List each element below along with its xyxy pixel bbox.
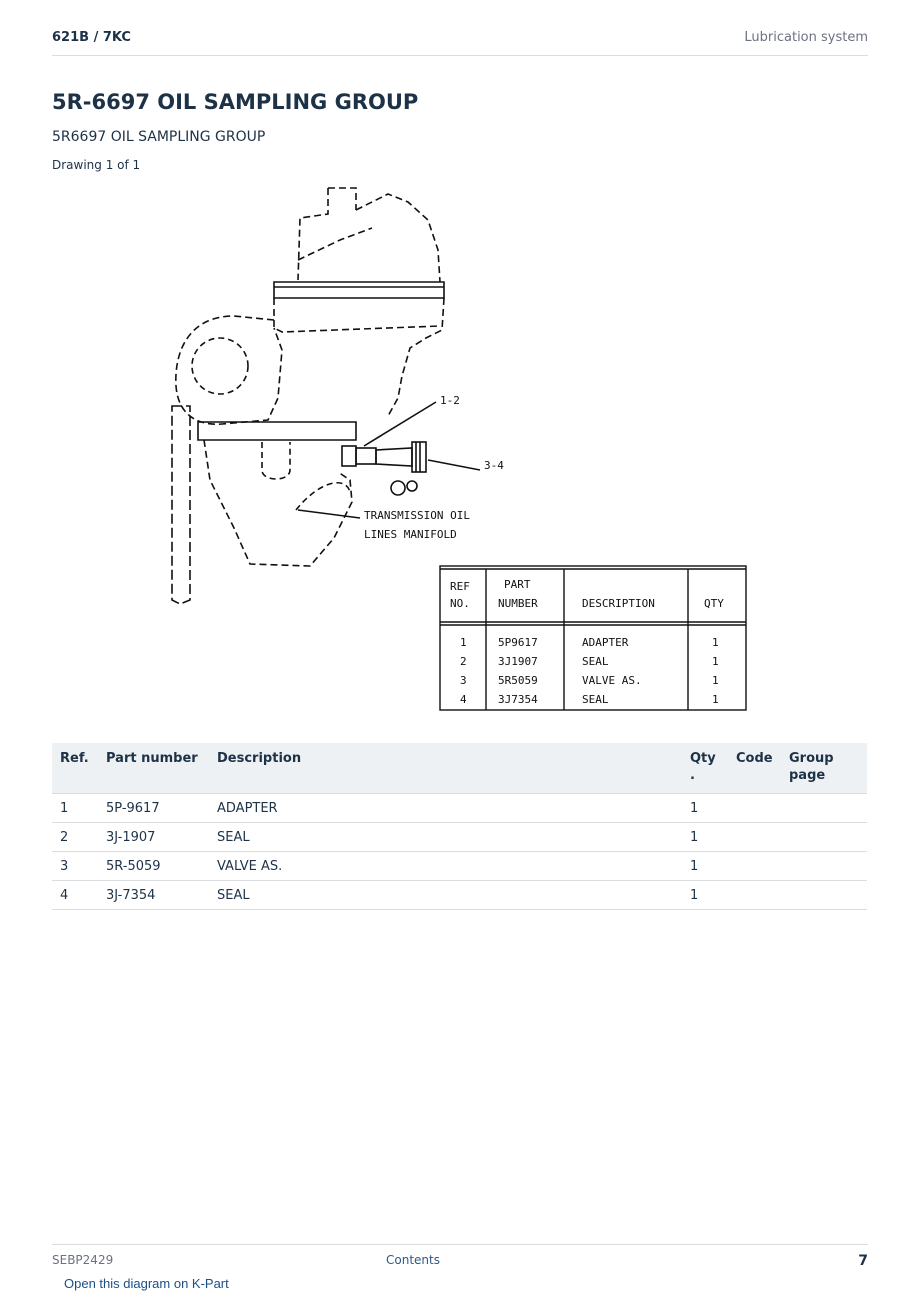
col-group-label: Group xyxy=(789,751,834,766)
row-ref: 4 xyxy=(52,881,98,910)
legend-head-part-2: NUMBER xyxy=(498,597,538,610)
legend-head-desc: DESCRIPTION xyxy=(582,597,655,610)
page-footer xyxy=(52,1244,868,1275)
row-part-number: 5R-5059 xyxy=(98,852,209,881)
col-group-page xyxy=(781,743,867,794)
seal-cap xyxy=(412,442,426,472)
legend-row4-part: 3J7354 xyxy=(498,693,538,706)
legend-row4-desc: SEAL xyxy=(582,693,609,706)
row-description: SEAL xyxy=(209,823,682,852)
row-ref: 2 xyxy=(52,823,98,852)
legend-row2-ref: 2 xyxy=(460,655,467,668)
page-header xyxy=(52,28,868,56)
legend-row4-qty: 1 xyxy=(712,693,719,706)
legend-row1-part: 5P9617 xyxy=(498,636,538,649)
row-qty: 1 xyxy=(682,881,728,910)
caption-line-2: LINES MANIFOLD xyxy=(364,528,457,541)
upper-housing-outline xyxy=(298,188,440,282)
legend-row1-ref: 1 xyxy=(460,636,467,649)
legend-row2-desc: SEAL xyxy=(582,655,609,668)
parts-drawing[interactable] xyxy=(150,180,770,720)
leader-1-2 xyxy=(364,402,436,446)
row-ref: 1 xyxy=(52,794,98,823)
legend-row2-qty: 1 xyxy=(712,655,719,668)
col-qty xyxy=(682,743,728,794)
manifold-core xyxy=(262,442,290,479)
row-part-number: 5P-9617 xyxy=(98,794,209,823)
page-number: 7 xyxy=(858,1253,868,1269)
model-label: 621B / 7KC xyxy=(52,30,131,45)
drawing-count: Drawing 1 of 1 xyxy=(52,158,141,172)
table-row xyxy=(52,794,867,823)
page-subtitle: 5R6697 OIL SAMPLING GROUP xyxy=(52,129,266,145)
col-page-label: page xyxy=(789,768,826,783)
legend-row1-desc: ADAPTER xyxy=(582,636,629,649)
document-id: SEBP2429 xyxy=(52,1253,114,1267)
row-group-page xyxy=(781,794,867,823)
frame-member xyxy=(172,406,190,604)
main-body-outline xyxy=(274,298,444,416)
table-row xyxy=(52,823,867,852)
adapter-fitting xyxy=(342,446,356,466)
contents-link[interactable]: Contents xyxy=(386,1253,440,1267)
legend-row2-part: 3J1907 xyxy=(498,655,538,668)
legend-head-ref-1: REF xyxy=(450,580,470,593)
row-description: ADAPTER xyxy=(209,794,682,823)
manifold-lobe xyxy=(296,483,350,510)
row-group-page xyxy=(781,852,867,881)
page-title: 5R-6697 OIL SAMPLING GROUP xyxy=(52,90,419,114)
table-row xyxy=(52,881,867,910)
row-code xyxy=(728,794,781,823)
legend-row4-ref: 4 xyxy=(460,693,467,706)
row-group-page xyxy=(781,823,867,852)
row-description: VALVE AS. xyxy=(209,852,682,881)
legend-head-part-1: PART xyxy=(504,578,531,591)
legend-row3-desc: VALVE AS. xyxy=(582,674,642,687)
callout-1-2: 1-2 xyxy=(440,394,460,407)
row-qty: 1 xyxy=(682,794,728,823)
row-code xyxy=(728,823,781,852)
manifold-body xyxy=(204,440,352,566)
parts-table-header xyxy=(52,743,867,794)
legend-row3-part: 5R5059 xyxy=(498,674,538,687)
row-part-number: 3J-1907 xyxy=(98,823,209,852)
valve-stem xyxy=(376,448,412,466)
system-label: Lubrication system xyxy=(744,30,868,45)
row-part-number: 3J-7354 xyxy=(98,881,209,910)
col-qty-dot: . xyxy=(690,768,695,783)
callout-3-4: 3-4 xyxy=(484,459,504,472)
row-group-page xyxy=(781,881,867,910)
leader-3-4 xyxy=(428,460,480,470)
kpart-link[interactable]: Open this diagram on K-Part xyxy=(64,1276,229,1291)
legend-row1-qty: 1 xyxy=(712,636,719,649)
row-description: SEAL xyxy=(209,881,682,910)
upper-housing-inner xyxy=(298,228,372,260)
caption-line-1: TRANSMISSION OIL xyxy=(364,509,470,522)
col-description: Description xyxy=(209,743,682,794)
legend-row3-ref: 3 xyxy=(460,674,467,687)
valve-ball xyxy=(391,481,405,495)
left-boss xyxy=(192,338,248,394)
row-ref: 3 xyxy=(52,852,98,881)
legend-head-qty: QTY xyxy=(704,597,724,610)
leader-manifold xyxy=(298,510,360,518)
row-qty: 1 xyxy=(682,823,728,852)
legend-row3-qty: 1 xyxy=(712,674,719,687)
row-qty: 1 xyxy=(682,852,728,881)
legend-head-ref-2: NO. xyxy=(450,597,470,610)
row-code xyxy=(728,881,781,910)
drawing-svg xyxy=(150,180,770,720)
col-qty-label: Qty xyxy=(690,751,716,766)
col-part-number: Part number xyxy=(98,743,209,794)
row-code xyxy=(728,852,781,881)
table-row xyxy=(52,852,867,881)
col-code: Code xyxy=(728,743,781,794)
flange-plate xyxy=(274,282,444,298)
valve-body xyxy=(356,448,376,464)
parts-table xyxy=(52,743,867,910)
col-ref: Ref. xyxy=(52,743,98,794)
